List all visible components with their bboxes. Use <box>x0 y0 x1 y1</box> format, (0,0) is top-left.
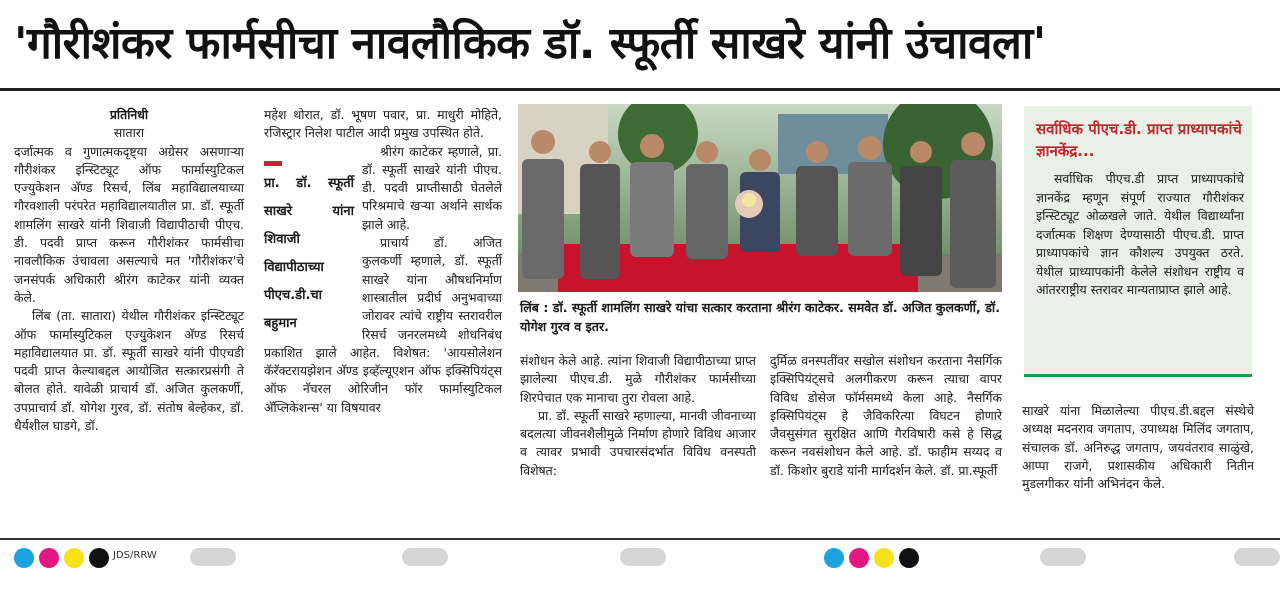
yellow-dot <box>874 548 894 568</box>
paragraph: संशोधन केले आहे. त्यांना शिवाजी विद्यापीठाच्या प्राप्त झालेल्या पीएच.डी. मुळे गौरीशंकर फार्मसीच्या शिरपेचात एक मानाचा तुरा रोवला आहे. <box>520 353 756 405</box>
print-mark <box>190 548 236 566</box>
print-mark <box>1234 548 1280 566</box>
paragraph: दुर्मिळ वनस्पतींवर सखोल संशोधन करताना नैसर्गिक इक्सिपियंट्सचे अलगीकरण करून त्याचा वापर विविध डोसेज फॉर्मसमध्ये केला आहे. नैसर्गिक इक्सिपियंट्स हे जैविकरित्या विघटन होणारे जैवसुसंगत सुरक्षित आणि गैरविषारी कसे हे सिद्ध करून नवसंशोधन केले आहे. डॉ. फाहीम सय्यद व डॉ. किशोर बुराडे यांनी मार्गदर्शन केले. डॉ. प्रा.स्फूर्ती <box>770 353 1002 478</box>
registration-marks-center <box>824 547 924 567</box>
article-column-1 <box>14 106 244 435</box>
magenta-dot <box>849 548 869 568</box>
paragraph: प्रा. डॉ. स्फूर्ती साखरे म्हणाल्या, मानवी जीवनाच्या बदलत्या जीवनशैलीमुळे निर्माण होणारे विविध आजार व त्यावर प्रभावी उपचारसंदर्भात विविध वनस्पती विशेषत: <box>520 407 756 478</box>
pull-quote-text: प्रा. डॉ. स्फूर्ती साखरे यांना शिवाजी विद्यापीठाच्या पीएच.डी.चा बहुमान <box>264 175 354 331</box>
photo-caption: लिंब : डॉ. स्फूर्ती शामलिंग साखरे यांचा सत्कार करताना श्रीरंग काटेकर. समवेत डॉ. अजित कुलकर्णी, डॉ. योगेश गुरव व इतर. <box>520 300 1000 334</box>
footer-rule <box>0 538 1280 540</box>
event-photo <box>518 104 1002 292</box>
cyan-dot <box>14 548 34 568</box>
event-photo-illustration <box>518 104 1002 292</box>
black-dot <box>899 548 919 568</box>
paragraph: लिंब (ता. सातारा) येथील गौरीशंकर इन्स्टिट्यूट ऑफ फार्मास्युटिकल एज्युकेशन अ‍ॅण्ड रिसर्च महाविद्यालयात प्रा. डॉ. स्फूर्ती साखरे यांनी पीएचडी पदवी प्राप्त केल्याबद्दल आयोजित सत्कारप्रसंगी ते बोलत होते. यावेळी प्राचार्य डॉ. अजित कुलकर्णी, उपप्राचार्य डॉ. योगेश गुरव, डॉ. संतोष बेल्हेकर, डॉ. धैर्यशील घाडगे, डॉ. <box>14 308 244 434</box>
article-column-5 <box>1022 402 1254 493</box>
black-dot <box>89 548 109 568</box>
paragraph: महेश थोरात, डॉ. भूषण पवार, प्रा. माधुरी मोहिते, रजिस्ट्रार निलेश पाटील आदी प्रमुख उपस्थित होते. <box>264 107 502 141</box>
paragraph: श्रीरंग काटेकर म्हणाले, प्रा. डॉ. स्फूर्ती साखरे यांनी पीएच. डी. पदवी प्राप्तीसाठी घेतलेले परिश्रमाचे खऱ्या अर्थाने सार्थक झाले आहे. <box>362 143 502 232</box>
registration-marks-left <box>14 547 114 567</box>
print-mark <box>402 548 448 566</box>
yellow-dot <box>64 548 84 568</box>
print-mark <box>1040 548 1086 566</box>
article-column-2 <box>264 106 502 417</box>
paragraph: साखरे यांना मिळालेल्या पीएच.डी.बद्दल संस्थेचे अध्यक्ष मदनराव जगताप, उपाध्यक्ष मिलिंद जगताप, संचालक डॉ. अनिरुद्ध जगताप, जयवंतराव साळुंखे, आप्पा राजगे, प्रशासकीय अधिकारी नितीन मुडलगीकर यांनी अभिनंदन केले. <box>1022 403 1254 492</box>
paragraph: दर्जात्मक व गुणात्मकदृष्ट्या अग्रेसर असणाऱ्या गौरीशंकर इन्स्टिट्यूट ऑफ फार्मास्युटिकल एज्युकेशन अ‍ॅण्ड रिसर्च, लिंब महाविद्यालयाच्या गौरवशाली परंपरेत महाविद्यालयातील प्रा. डॉ. स्फूर्ती शामलिंग साखरे यांनी शिवाजी विद्यापीठाची पीएच. डी. पदवी प्राप्त करून गौरीशंकर फार्मसीचा नावलौकिक उंचावला असल्याचे मत 'गौरीशंकर'चे जनसंपर्क अधिकारी श्रीरंग काटेकर यांनी व्यक्त केले. <box>14 143 244 305</box>
sidebar-rule <box>1024 374 1252 377</box>
sidebar-body: सर्वाधिक पीएच.डी प्राप्त प्राध्यापकांचे ज्ञानकेंद्र म्हणून संपूर्ण राज्यात गौरीशंकर इन्स्टिट्यूट ओळखले जाते. येथील विद्यार्थ्यांना दर्जात्मक शिक्षण देण्यासाठी पीएच.डी. प्राप्त प्राध्यापकांचे ज्ञान कौशल्य उपयुक्त ठरते. येथील प्राध्यापकांनी केलेले संशोधन राष्ट्रीय व आंतरराष्ट्रीय स्तरावर मान्यताप्राप्त झाले आहे. <box>1036 171 1244 297</box>
footer-code: JDS/RRW <box>113 550 157 561</box>
pull-quote-marker <box>264 161 282 166</box>
headline-rule <box>0 88 1280 91</box>
headline: 'गौरीशंकर फार्मसीचा नावलौकिक डॉ. स्फूर्ती साखरे यांनी उंचावला' <box>14 18 1046 69</box>
pull-quote <box>264 147 354 338</box>
magenta-dot <box>39 548 59 568</box>
byline-author: प्रतिनिधी <box>109 107 149 122</box>
article-column-4 <box>770 352 1002 480</box>
print-mark <box>620 548 666 566</box>
cyan-dot <box>824 548 844 568</box>
sidebar-title: सर्वाधिक पीएच.डी. प्राप्त प्राध्यापकांचे ज्ञानकेंद्र... <box>1036 120 1242 160</box>
article-column-3 <box>520 352 756 480</box>
byline-place: सातारा <box>113 125 145 141</box>
paragraph: प्राचार्य डॉ. अजित कुलकर्णी म्हणाले, डॉ. स्फूर्ती साखरे यांना औषधनिर्माण शास्त्रातील प्रदीर्घ अनुभवाच्या जोरावर त्यांचे राष्ट्रीय स्तरावरील रिसर्च जनरलमध्ये शोधनिबंध प्रकाशित झाले आहेत. विशेषत: 'आयसोलेशन कॅरॅक्टरायझेशन अ‍ॅण्ड इव्हॅल्यूएशन ऑफ इक्सिपियंट्स ऑफ नॅचरल ओरिजीन फॉर फार्मास्युटिकल अ‍ॅप्लिकेशन्स' या विषयावर <box>264 235 502 415</box>
sidebar-box <box>1024 106 1252 374</box>
